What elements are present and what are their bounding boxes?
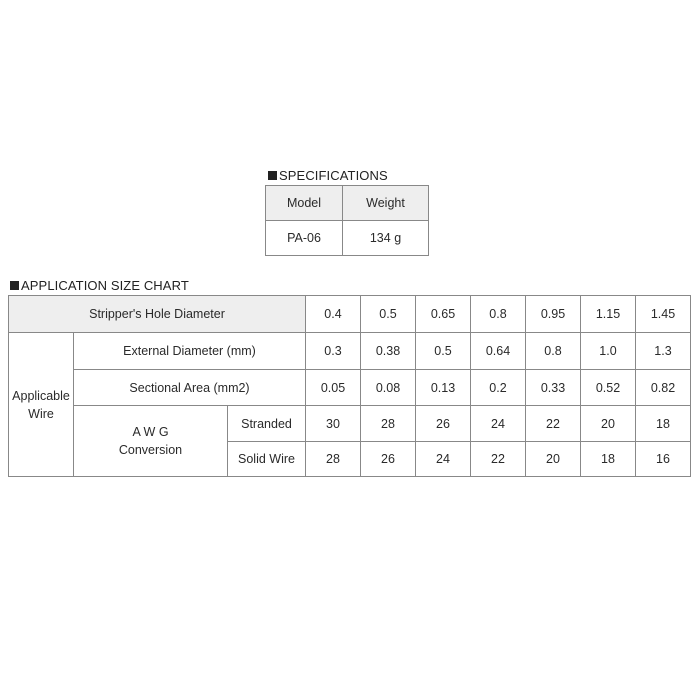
awg-stranded-row (9, 406, 691, 442)
stranded-value: 20 (581, 406, 636, 442)
specifications-title (268, 168, 388, 183)
sectional-area-value: 0.52 (581, 370, 636, 406)
hole-diameter-value: 0.65 (416, 296, 471, 333)
spec-model-value: PA-06 (266, 221, 343, 256)
spec-header-model: Model (266, 186, 343, 221)
hole-diameter-label: Stripper's Hole Diameter (9, 296, 306, 333)
spec-data-row (266, 221, 429, 256)
specifications-title-text: SPECIFICATIONS (279, 168, 388, 183)
stranded-value: 22 (526, 406, 581, 442)
stranded-label: Stranded (228, 406, 306, 442)
hole-diameter-value: 1.15 (581, 296, 636, 333)
awg-label-line: A W G (132, 425, 169, 439)
external-diameter-value: 0.8 (526, 333, 581, 370)
solid-wire-value: 18 (581, 442, 636, 477)
sectional-area-value: 0.82 (636, 370, 691, 406)
sectional-area-row (9, 370, 691, 406)
stranded-value: 28 (361, 406, 416, 442)
solid-wire-value: 28 (306, 442, 361, 477)
sectional-area-value: 0.05 (306, 370, 361, 406)
sectional-area-value: 0.33 (526, 370, 581, 406)
hole-diameter-row (9, 296, 691, 333)
application-size-table (8, 295, 691, 477)
hole-diameter-value: 0.4 (306, 296, 361, 333)
square-bullet-icon (268, 171, 277, 180)
application-chart-title-text: APPLICATION SIZE CHART (21, 278, 189, 293)
hole-diameter-value: 0.95 (526, 296, 581, 333)
applicable-wire-label (9, 333, 74, 477)
external-diameter-value: 0.5 (416, 333, 471, 370)
hole-diameter-value: 1.45 (636, 296, 691, 333)
external-diameter-row (9, 333, 691, 370)
solid-wire-value: 20 (526, 442, 581, 477)
spec-header-row (266, 186, 429, 221)
application-chart-title (10, 278, 189, 293)
specifications-table (265, 185, 429, 256)
stranded-value: 24 (471, 406, 526, 442)
hole-diameter-value: 0.8 (471, 296, 526, 333)
sectional-area-value: 0.13 (416, 370, 471, 406)
awg-conversion-label (74, 406, 228, 477)
stranded-value: 30 (306, 406, 361, 442)
solid-wire-value: 24 (416, 442, 471, 477)
sectional-area-value: 0.08 (361, 370, 416, 406)
awg-label-line: Conversion (118, 443, 183, 457)
solid-wire-value: 26 (361, 442, 416, 477)
hole-diameter-value: 0.5 (361, 296, 416, 333)
square-bullet-icon (10, 281, 19, 290)
external-diameter-label: External Diameter (mm) (74, 333, 306, 370)
spec-weight-value: 134 g (343, 221, 429, 256)
stranded-value: 26 (416, 406, 471, 442)
external-diameter-value: 0.64 (471, 333, 526, 370)
sectional-area-label: Sectional Area (mm2) (74, 370, 306, 406)
external-diameter-value: 0.38 (361, 333, 416, 370)
external-diameter-value: 0.3 (306, 333, 361, 370)
stranded-value: 18 (636, 406, 691, 442)
spec-header-weight: Weight (343, 186, 429, 221)
solid-wire-value: 22 (471, 442, 526, 477)
external-diameter-value: 1.3 (636, 333, 691, 370)
solid-wire-label: Solid Wire (228, 442, 306, 477)
solid-wire-value: 16 (636, 442, 691, 477)
applicable-wire-line: Wire (28, 406, 54, 421)
external-diameter-value: 1.0 (581, 333, 636, 370)
applicable-wire-line: Applicable (12, 388, 70, 403)
sectional-area-value: 0.2 (471, 370, 526, 406)
